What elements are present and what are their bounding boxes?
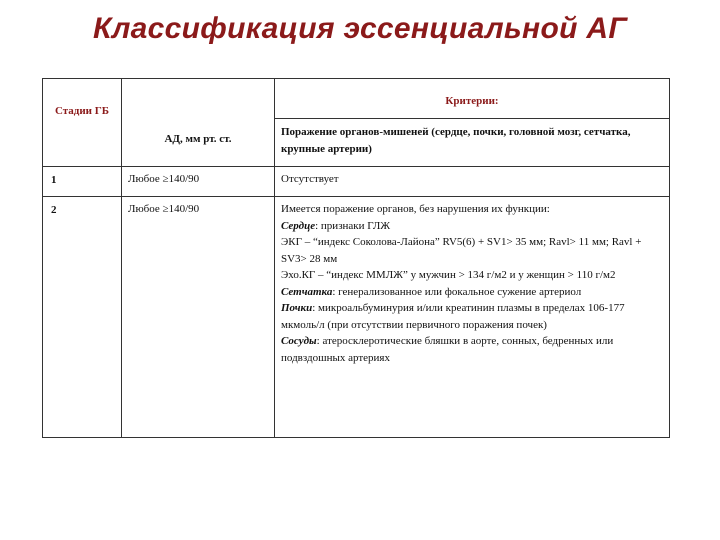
stage-cell: 1 xyxy=(43,167,122,197)
stage-header: Стадии ГБ xyxy=(43,79,122,167)
page-title: Классификация эссенциальной АГ xyxy=(92,12,628,45)
criteria-cell: Отсутствует xyxy=(275,167,670,197)
heart-line xyxy=(281,218,663,235)
criteria-intro: Имеется поражение органов, без нарушения их функции: xyxy=(281,203,550,215)
table-row xyxy=(43,167,670,197)
vessels-label: Сосуды xyxy=(281,335,317,347)
kidneys-text: : микроальбуминурия и/или креатинин плазмы в пределах 106-177 мкмоль/л (при отсутствии первичного поражения почек) xyxy=(281,302,625,331)
bp-cell: Любое ≥140/90 xyxy=(122,167,275,197)
header-blank-cell xyxy=(122,79,275,119)
kidneys-line xyxy=(281,300,663,333)
kidneys-label: Почки xyxy=(281,302,313,314)
criteria-header: Критерии: xyxy=(275,79,670,119)
stage-cell: 2 xyxy=(43,197,122,438)
echo-line: Эхо.КГ – “индекс ММЛЖ” у мужчин > 134 г/м2 и у женщин > 110 г/м2 xyxy=(281,269,616,281)
retina-text: : генерализованное или фокальное сужение артериол xyxy=(332,285,582,298)
table-row xyxy=(43,197,670,438)
heart-text: : признаки ГЛЖ xyxy=(315,219,391,232)
header-row-1 xyxy=(43,79,670,119)
criteria-cell xyxy=(275,197,670,438)
retina-label: Сетчатка xyxy=(281,285,333,298)
classification-table xyxy=(42,78,670,438)
bp-cell: Любое ≥140/90 xyxy=(122,197,275,438)
bp-header: АД, мм рт. ст. xyxy=(122,119,275,167)
header-row-2 xyxy=(43,119,670,167)
ecg-line: ЭКГ – “индекс Соколова-Лайона” RV5(6) + SV1> 35 мм; Ravl> 11 мм; Ravl + SV3> 28 мм xyxy=(281,236,642,265)
heart-label: Сердце xyxy=(281,219,316,232)
vessels-line xyxy=(281,333,663,366)
vessels-text: : атеросклеротические бляшки в аорте, сонных, бедренных или подвздошных артериях xyxy=(281,335,614,364)
organ-header: Поражение органов-мишеней (сердце, почки, головной мозг, сетчатка, крупные артерии) xyxy=(275,119,670,167)
retina-line xyxy=(281,284,663,301)
